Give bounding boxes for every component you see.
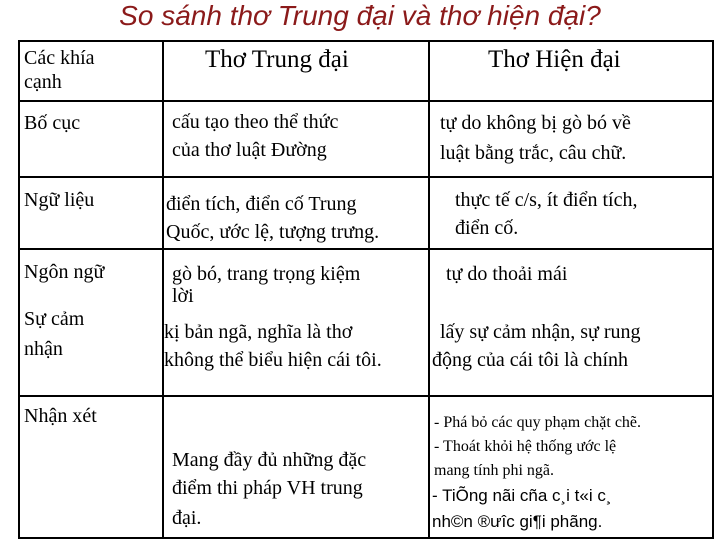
row-material-label: Ngữ liệu <box>24 189 95 211</box>
row-language-label: Ngôn ngữ <box>24 261 105 283</box>
row-remark-medieval-1: Mang đầy đủ những đặc <box>172 449 367 471</box>
row-remark-modern-4: - TiÕng nãi cña c¸i t«i c¸ <box>432 486 612 505</box>
row-feeling-medieval-2: không thể biểu hiện cái tôi. <box>164 349 382 371</box>
row-language-medieval-1: gò bó, trang trọng kiệm <box>172 263 361 285</box>
row-layout-medieval-1: cấu tạo theo thể thức <box>172 111 339 133</box>
row-material-modern-2: điển cố. <box>455 217 519 239</box>
row-remark-modern-3: mang tính phi ngã. <box>434 462 554 479</box>
row-remark-medieval-3: đại. <box>172 507 202 529</box>
slide-title: So sánh thơ Trung đại và thơ hiện đại? <box>119 0 601 31</box>
row-feeling-medieval-1: kị bản ngã, nghĩa là thơ <box>164 321 353 343</box>
table-border-row1 <box>18 176 714 178</box>
row-material-medieval-2: Quốc, ước lệ, tượng trưng. <box>166 221 380 243</box>
row-feeling-label-2: nhận <box>24 338 63 360</box>
row-material-medieval-1: điển tích, điển cố Trung <box>166 193 357 215</box>
header-modern: Thơ Hiện đại <box>488 46 621 73</box>
row-remark-modern-5: nh©n ®ưîc gi¶i phãng. <box>432 512 603 531</box>
table-border-row2 <box>18 248 714 250</box>
row-material-modern-1: thực tế c/s, ít điển tích, <box>455 189 638 211</box>
table-border-bottom <box>18 537 714 539</box>
row-language-modern: tự do thoải mái <box>446 263 568 285</box>
row-language-medieval-2: lời <box>172 285 194 307</box>
row-layout-modern-1: tự do không bị gò bó về <box>440 112 631 134</box>
table-border-right <box>712 40 714 539</box>
header-aspect: Các khía cạnh <box>24 47 95 93</box>
row-layout-label: Bố cục <box>24 112 81 134</box>
table-border-top <box>18 40 714 42</box>
row-feeling-modern-2: động của cái tôi là chính <box>432 349 629 371</box>
table-border-col1 <box>162 40 164 539</box>
table-border-col2 <box>428 40 430 539</box>
row-remark-modern-2: - Thoát khỏi hệ thống ước lệ <box>434 438 617 455</box>
row-feeling-modern-1: lấy sự cảm nhận, sự rung <box>440 321 641 343</box>
row-remark-label: Nhận xét <box>24 405 97 427</box>
table-border-header <box>18 100 714 102</box>
row-layout-medieval-2: của thơ luật Đường <box>172 139 327 161</box>
table-border-row3 <box>18 395 714 397</box>
row-feeling-label-1: Sự cảm <box>24 308 85 330</box>
row-remark-medieval-2: điểm thi pháp VH trung <box>172 477 363 499</box>
row-remark-modern-1: - Phá bỏ các quy phạm chặt chẽ. <box>434 414 642 431</box>
row-layout-modern-2: luật bằng trắc, câu chữ. <box>440 142 627 164</box>
table-border-left <box>18 40 20 539</box>
header-medieval: Thơ Trung đại <box>205 46 349 73</box>
